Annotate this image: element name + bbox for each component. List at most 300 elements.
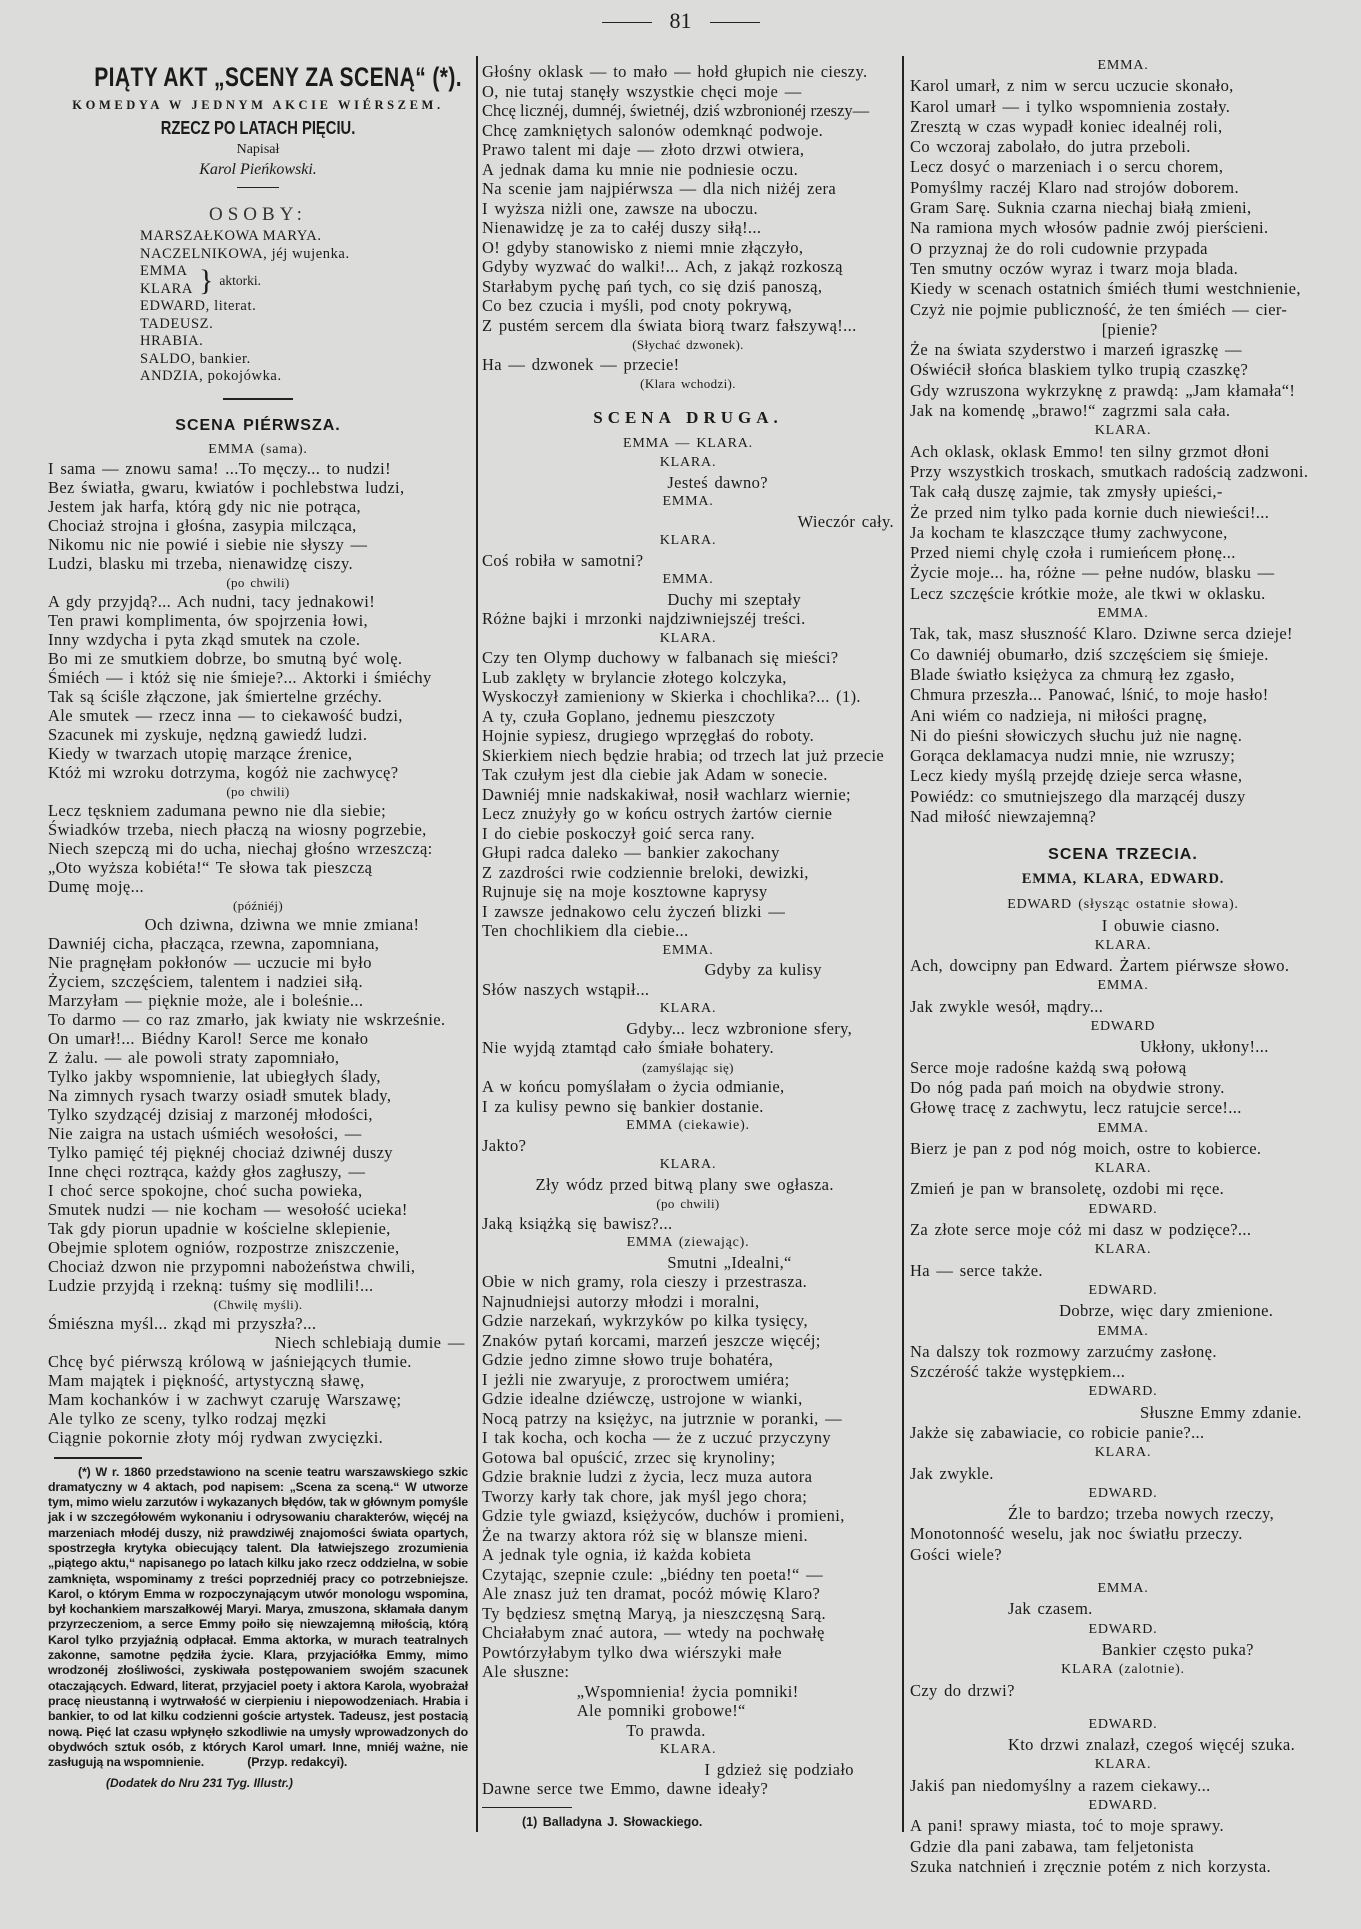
line-text: Hojnie sypiesz, drugiego wprzęgłaś do roboty. [482,726,815,745]
speaker-label [910,976,1336,996]
verse-line [48,1048,468,1067]
line-text: Głośny oklask — to mało — hołd głupich nie cieszy. [482,62,868,81]
verse-line [910,1735,1336,1755]
line-text: Słów naszych wstąpił... [482,979,650,999]
speaker-label [48,440,468,459]
verse-line [482,902,894,922]
verse-line [482,1331,894,1351]
verse-line [482,1097,894,1117]
verse-line [910,746,1336,766]
verse-line [910,523,1336,543]
verse-line [482,1350,894,1370]
verse-line [482,960,894,980]
line-text: O! gdyby stanowisko z niemi mnie złączyło, [482,237,804,257]
line-text: (Chwilę myśli). [213,1296,303,1312]
speaker-label [482,492,894,512]
speaker-label [482,531,894,551]
line-text: Ale pomniki grobowe!“ [576,1701,746,1720]
verse-line [482,1526,894,1546]
verse-line [910,360,1336,380]
line-text: Monotonność weselu, jak noc światłu przeczy. [910,1524,1243,1544]
line-text: Dawniéj mnie nadskakiwał, nosił wachlarz wiernie; [482,784,851,804]
speaker-label [910,1443,1336,1463]
verse-line [910,401,1336,421]
line-text: Smutni „Idealni,“ [667,1252,792,1272]
verse-line [482,238,894,258]
verse-line [910,1857,1336,1877]
line-text: EMMA. [1097,1581,1149,1597]
verse-line [910,1342,1336,1362]
line-text: Ty będziesz smętną Maryą, ja nieszczęsną Sarą. [482,1603,826,1623]
stage-direction [482,1194,894,1214]
line-text: (późniéj) [232,897,284,913]
speaker-label [910,936,1336,956]
line-text: Ten smutny oczów wyraz i twarz moja blada. [910,258,1239,278]
line-text: Czytając, szepnie czule: „biédny ten poeta!“ — [482,1564,823,1584]
line-text: Znaków pytań korcami, marzeń jeszcze więcéj; [482,1330,821,1350]
line-text: O, nie tutaj stanęły wszystkie chęci moje — [482,81,802,101]
line-text: Głowę tracę z zachwytu, lecz ratujcie serce!... [910,1098,1242,1118]
line-text: Coś robiła w samotni? [482,550,644,570]
speaker-label [482,941,894,961]
footnote [482,1807,894,1833]
verse-line [910,1037,1336,1057]
verse-line [482,1701,894,1721]
line-text: KLARA. [1094,423,1152,439]
verse-line [48,1428,468,1447]
line-text: Z zazdrości rwie codziennie breloki, dewizki, [482,862,809,882]
line-text: Kto drzwi znalazł, czegoś więcéj szuka. [1007,1735,1296,1755]
verse-line [482,1760,894,1780]
verse-line [910,916,1336,936]
line-text: Że na twarzy aktora róż się w blansze mieni. [482,1525,808,1545]
page-number: 81 [669,8,692,33]
line-text: Gości wiele? [910,1544,1002,1564]
line-text: Z pustém sercem dla świata biorą twarz fałszywą!... [482,315,857,335]
verse-line [482,1506,894,1526]
verse-line [482,277,894,297]
author-name: Karol Pieńkowski. [199,161,317,178]
verse-line [482,1682,894,1702]
verse-line [910,300,1336,320]
line-text: Ten prawi komplimenta, ów spojrzenia łowi, [48,610,369,630]
line-text: KLARA (zalotnie). [1061,1662,1185,1678]
spacer [910,1701,1336,1715]
verse-line [910,259,1336,279]
verse-line [482,863,894,883]
speaker-label [482,1233,894,1253]
cast-item: HRABIA. [140,333,204,349]
verse-line [910,503,1336,523]
line-text: Obejmie splotem ogniów, rozpostrze zniszczenie, [48,1237,400,1257]
line-text: Smutek nudzi — nie kocham — wesołość ucieka! [48,1199,408,1219]
line-text: Źle to bardzo; trzeba nowych rzeczy, [1007,1504,1275,1524]
line-text: I tak kocha, och kocha — że z uczuć przyczyny [482,1428,831,1447]
line-text: Nie wyjdą ztamtąd cało śmiałe bohatery. [482,1038,774,1057]
line-text: Ciągnie pokornie złoty mój rydwan zwycięzki. [48,1427,384,1447]
line-text: EMMA. [1097,58,1149,73]
line-text: EMMA. [1097,606,1149,622]
line-text: Bo mi ze smutkiem dobrze, bo smutną być wolę. [48,648,403,668]
verse-line [482,687,894,707]
line-text: EDWARD. [1088,1621,1158,1637]
line-text: EMMA, KLARA, EDWARD. [1021,871,1225,888]
line-text: Nocą patrzy na księżyc, na jutrznie w poranki, — [482,1408,842,1428]
page-number-bar [0,8,1361,34]
speaker-label [910,1755,1336,1775]
footnote-mark: (*) [78,1464,91,1479]
line-text: Zmień je pan w bransoletę, ozdobi mi ręce. [910,1179,1225,1199]
verse-line [48,1124,468,1143]
line-text: KLARA. [1094,1161,1152,1177]
line-text: Chcę licznéj, dumnéj, świetnéj, dziś wzbronionéj rzeszy— [482,101,870,120]
verse-line [482,1214,894,1234]
line-text: Tak całą duszę zajmie, tak zmysły upieści,- [910,482,1223,502]
scene-heading [910,841,1336,869]
verse-line [48,706,468,725]
line-text: Że przed nim tylko pada kornie duch niewieści!... [910,502,1270,522]
line-text: EDWARD (słysząc ostatnie słowa). [1007,897,1239,913]
line-text: Co bez czucia i myśli, pod cnoty pokrywą, [482,296,793,315]
line-text: Przed niemi chylę czoła i rumieńcem płonę... [910,543,1236,563]
divider [223,398,293,400]
line-text: Wyskoczył zamieniony w Skierka i chochlika?... (1). [482,687,861,706]
verse-line [910,1078,1336,1098]
speaker-label [482,629,894,649]
line-text: Jaką książką się bawisz?... [482,1213,673,1233]
verse-line [910,645,1336,665]
line-text: Bierz je pan z pod nóg moich, ostre to kobierce. [910,1138,1262,1158]
line-text: I sama — znowu sama! ...To męczy... to nudzi! [48,458,391,478]
verse-line [482,726,894,746]
column-rule [902,56,904,1832]
line-text: [pienie? [1101,319,1158,339]
line-text: Nie zaigra na ustach uśmiéch wesołości, — [48,1123,362,1143]
line-text: Tylko szydzącéj dzisiaj z marzonéj młodości, [48,1104,373,1124]
line-text: Jak zwykle wesół, mądry... [910,996,1104,1016]
line-text: Nienawidzę je za to całéj duszy siłą!... [482,218,762,237]
footnote-rule [54,1457,142,1459]
line-text: Pomyślmy raczéj Klaro nad strojów doborem. [910,177,1239,197]
line-text: EDWARD [1090,1019,1156,1035]
line-text: Co wczoraj zabolało, do jutra przeboli. [910,137,1191,157]
verse-line [482,1038,894,1058]
verse-line [482,512,894,532]
line-text: Na dalszy tok rozmowy zarzućmy zasłonę. [910,1341,1217,1361]
line-text: Jakto? [482,1135,527,1155]
verse-line [910,1362,1336,1382]
verse-line [910,137,1336,157]
line-text: Chciałabym znać autora, — wtedy na pochwałę [482,1623,825,1642]
verse-line [910,198,1336,218]
scene-heading [48,412,468,440]
line-text: EDWARD. [1088,1384,1158,1400]
verse-line [482,101,894,121]
verse-line [48,1276,468,1295]
verse-line [482,980,894,1000]
line-text: Ja kocham te klaszczące tłumy zachwycone, [910,522,1228,542]
speaker-label [482,1155,894,1175]
verse-line [910,178,1336,198]
verse-line [48,934,468,953]
play-text [910,56,1336,1877]
verse-line [910,1524,1336,1544]
line-text: KLARA. [659,630,717,646]
line-text: Tworzy karły tak chore, jak myśl jego chora; [482,1486,808,1506]
spacer [910,827,1336,841]
scene-heading [482,408,894,434]
line-text: Zresztą w czas wypadł koniec idealnéj roli, [910,116,1223,136]
speaker-label [910,1322,1336,1342]
line-text: Bankier często puka? [1101,1639,1254,1659]
speaker-label [910,604,1336,624]
line-text: Ach oklask, oklask Emmo! ten silny grzmot dłoni [910,441,1270,461]
line-text: EMMA. [1097,978,1149,994]
verse-line [48,877,468,896]
cast-item: TADEUSZ. [140,315,214,332]
verse-line [910,543,1336,563]
line-text: Starłabym pychę pań tych, co się dziś panoszą, [482,276,823,296]
speaker-label [910,1660,1336,1680]
brace: } [198,263,214,297]
line-text: A ty, czuła Goplano, jednemu pieszczoty [482,706,776,726]
verse-line [910,218,1336,238]
verse-line [48,1200,468,1219]
verse-line [910,482,1336,502]
verse-line [910,563,1336,583]
divider [710,22,760,23]
article-header [48,60,468,228]
column-rule [476,56,478,1832]
line-text: Chociaż dzwon nie przypomni nabożeństwa chwili, [48,1256,416,1276]
verse-line [482,1253,894,1273]
line-text: Dawne serce twe Emmo, dawne ideały? [482,1779,769,1798]
verse-line [482,609,894,629]
verse-line [910,726,1336,746]
byline-label: Napisał [236,142,280,157]
line-text: Gdyby... lecz wzbronione sfery, [626,1018,853,1038]
verse-line [910,787,1336,807]
line-text: EDWARD. [1088,1282,1158,1298]
verse-line [482,82,894,102]
line-text: Dawniéj cicha, płacząca, rzewna, zapomniana, [48,933,380,953]
line-text: Skierkiem niech będzie hrabia; od trzech lat już przecie [482,745,885,765]
footnote-credit: (Przyp. redakcyi). [247,1755,348,1770]
line-text: Powtórzyłabym tylko dwa wiérszyki małe [482,1642,782,1662]
line-text: A pani! sprawy miasta, toć to moje sprawy. [910,1816,1225,1836]
verse-line [48,554,468,573]
cast-item: EDWARD, literat. [140,298,257,314]
line-text: Szacunek mi zyskuje, nędzną gawiedź ludzi. [48,724,368,744]
line-text: Szczérość także występkiem... [910,1362,1126,1382]
verse-line [482,1019,894,1039]
line-text: Powiédz: co smutniejszego dla marzącéj duszy [910,786,1246,806]
verse-line [910,706,1336,726]
verse-line [482,1448,894,1468]
verse-line [48,1143,468,1162]
verse-line [482,62,894,82]
line-text: Jakże się zabawiacie, co robicie panie?... [910,1423,1205,1442]
line-text: Serce moje radośne każdą swą połową [910,1057,1187,1077]
line-text: Kiedy w scenach ostatnich śmiéch tłumi westchnienie, [910,279,1301,299]
line-text: KLARA. [659,1742,717,1757]
line-text: Lecz szczęście krótkie może, ale tkwi w oklasku. [910,583,1266,603]
line-text: EDWARD. [1088,1716,1158,1732]
line-text: „Oto wyższa kobiéta!“ Te słowa tak pieszczą [48,857,373,877]
line-text: Jak czasem. [1007,1599,1093,1619]
cast-item: ANDZIA, pokojówka. [140,368,282,384]
verse-line [910,1464,1336,1484]
verse-line [48,1067,468,1086]
verse-line [910,1220,1336,1240]
verse-line [482,473,894,493]
verse-line [48,763,468,782]
line-text: Lecz tęskniem zadumana pewno nie dla siebie; [48,800,387,820]
line-text: Dobrze, więc dary zmienione. [1059,1301,1274,1321]
verse-line [910,1058,1336,1078]
footnote-text: W r. 1860 przedstawiono na scenie teatru warszawskiego szkic dramatyczny w 4 aktach, pod napisem: „Scena za sceną.“ W utworze tym, mimo wielu zarzutów i wykazanych błędów, tak w głównym pomyśle jak i w szczegółowém wykonaniu i odrysowaniu charakterów, więcéj na marzeniach młodéj duszy, niż prawdziwéj znajomości świata opartych, spostrzegła krytyka obiecujący talent. Dla łatwiejszego zrozumienia „piątego aktu,“ napisanego po latach kilku jako rzecz oddzielna, w sobie zamknięta, wspominamy z treści poprzedniéj pracy co potrzebniejsze. Karol, o którym Emma w rozpoczynającym utwór monologu wspomina, był kochankiem marszałkowéj Maryi. Marya, zmuszona, skłamała danym przyrzeczeniom, a serce Emmy poiło się niewzajemną miłością, którą Karol tylko przyjaźnią odpłacał. Emma aktorka, w murach teatralnych zakonne, samotne pędziła życie. Klara, przyjaciółka Emmy, mimo wrodzonéj złośliwości, zyskiwała postępowaniem swojém szacunek otaczających. Edward, literat, przyjaciel poety i aktora Karola, wyobrażał pracę nieustanną i wytrwałość w cierpieniu i niepowodzeniach. Hrabia i bankier, to od lat kilku codzienni goście artystek. Tadeusz, jest postacią nową. Pięć lat czasu wpłynęło szkodliwie na umysły wprowadzonych do obydwóch sztuk osób, z których Karol umarł. Inne, mniéj ważne, nie zasługują na wspomnienie. [48,1464,468,1770]
verse-line [910,117,1336,137]
line-text: Gdzie jedno zimne słowo truje bohatéra, [482,1350,774,1369]
spacer [910,1565,1336,1579]
article-subtitle-2: RZECZ PO LATACH PIĘCIU. [160,118,356,138]
divider [602,22,652,23]
line-text: I choć serce spokojne, choć sucha powieka, [48,1180,363,1200]
verse-line [910,1261,1336,1281]
verse-line [482,824,894,844]
line-text: Mam kochanków i w zachwyt czaruję Warszawę; [48,1389,402,1409]
speaker-label [910,1620,1336,1640]
verse-line [48,972,468,991]
verse-line [910,1776,1336,1796]
verse-line [48,1371,468,1390]
verse-line [910,1423,1336,1443]
verse-line [910,1837,1336,1857]
line-text: Głupi radca daleko — bankier zakochany [482,843,780,862]
verse-line [482,1389,894,1409]
line-text: (po chwili) [226,783,290,799]
verse-line [482,199,894,219]
verse-line [48,1257,468,1276]
verse-line [48,1105,468,1124]
verse-line [48,991,468,1010]
verse-line [48,801,468,820]
verse-line [48,1219,468,1238]
line-text: Gdyby wyzwać do walki!... Ach, z jakąż rozkoszą [482,257,843,276]
verse-line [48,497,468,516]
line-text: Różne bajki i mrzonki najdziwniejszéj treści. [482,609,806,628]
cast-list [48,228,468,386]
verse-line [482,1604,894,1624]
verse-line [482,316,894,336]
verse-line [482,121,894,141]
verse-line [482,765,894,785]
verse-line [482,1779,894,1799]
verse-line [48,611,468,630]
verse-line [48,1352,468,1371]
cast-heading: OSOBY: [209,204,307,225]
line-text: Zły wódz przed bitwą plany swe ogłasza. [535,1174,834,1194]
verse-line [910,665,1336,685]
speaker-label [482,1116,894,1136]
line-text: Jesteś dawno? [667,472,768,492]
line-text: (po chwili) [656,1196,720,1211]
line-text: Mam majątek i piękność, artystyczną sławę, [48,1370,365,1390]
verse-line [910,1640,1336,1660]
line-text: Lecz kiedy myślą przejdę dzieje serca własne, [910,766,1243,786]
cast-item: KLARA [140,280,193,297]
line-text: I zawsze jednakowo celu życzeń blizki — [482,901,786,921]
play-text [482,62,894,1832]
verse-line [482,1272,894,1292]
verse-line [482,160,894,180]
line-text: Marzyłam — pięknie może, ale i boleśnie... [48,990,364,1010]
line-text: Ale znasz już ten dramat, pocóż mówię Klaro? [482,1584,821,1603]
speaker-label [482,434,894,454]
line-text: Na ramiona mych włosów padnie zwój pierścieni. [910,218,1269,238]
line-text: Kiedy w twarzach utopię marzące źrenice, [48,743,353,763]
cast-note: aktorki. [219,272,261,288]
verse-line [48,858,468,877]
verse-line [482,1487,894,1507]
verse-line [48,649,468,668]
line-text: EDWARD. [1088,1485,1158,1501]
speaker-label [910,421,1336,441]
speaker-label [910,1240,1336,1260]
line-text: Ha — serce także. [910,1260,1043,1280]
line-text: Ale słuszne: [482,1662,570,1681]
line-text: Chmura przeszła... Panować, lśnić, to moje hasło! [910,685,1269,705]
line-text: EMMA. [662,572,714,587]
line-text: Że na świata szyderstwo i marzeń igraszkę — [910,340,1242,360]
line-text: Szuka natchnień i zręcznie potém z nich korzysta. [910,1856,1272,1876]
line-text: KLARA. [1094,937,1152,953]
verse-line [48,1029,468,1048]
line-text: Najnudniejsi autorzy młodzi i moralni, [482,1291,760,1311]
line-text: Karol umarł — i tylko wspomnienia zostały. [910,96,1231,116]
line-text: EDWARD. [1088,1201,1158,1217]
verse-line [482,1370,894,1390]
line-text: EMMA (ziewając). [626,1235,750,1250]
line-text: Gram Sarę. Suknia czarna niechaj białą zmieni, [910,198,1252,218]
scene-characters [910,869,1336,895]
line-text: KLARA. [1094,1445,1152,1461]
article-title: PIĄTY AKT „SCENY ZA SCENĄ“ (*). [94,62,463,92]
verse-line [910,279,1336,299]
line-text: Blade światło księżyca za chmurą łez zgasło, [910,664,1235,684]
line-text: EMMA. [1097,1120,1149,1136]
divider [237,187,279,188]
line-text: Niech szepczą mi do ucha, niechaj głośno wrzeszczą: [48,838,433,858]
line-text: Gorąca deklamacya nudzi mnie, nie wzruszy; [910,746,1236,766]
verse-line [910,956,1336,976]
verse-line [482,140,894,160]
line-text: Ale tylko ze sceny, tylko rodzaj męzki [48,1408,327,1428]
line-text: Ten chochlikiem dla ciebie... [482,921,689,940]
line-text: Lub zaklęty w brylancie złotego kolczyka, [482,667,787,687]
verse-line [482,1565,894,1585]
verse-line [482,648,894,668]
line-text: Nad miłość niewzajemną? [910,806,1097,826]
verse-line [48,744,468,763]
cast-item: SALDO, bankier. [140,350,251,367]
speaker-label [910,1281,1336,1301]
verse-line [48,459,468,478]
verse-line [482,551,894,571]
line-text: I do ciebie poskoczył goić serca rany. [482,823,756,843]
verse-line [482,1721,894,1741]
verse-line [910,807,1336,827]
